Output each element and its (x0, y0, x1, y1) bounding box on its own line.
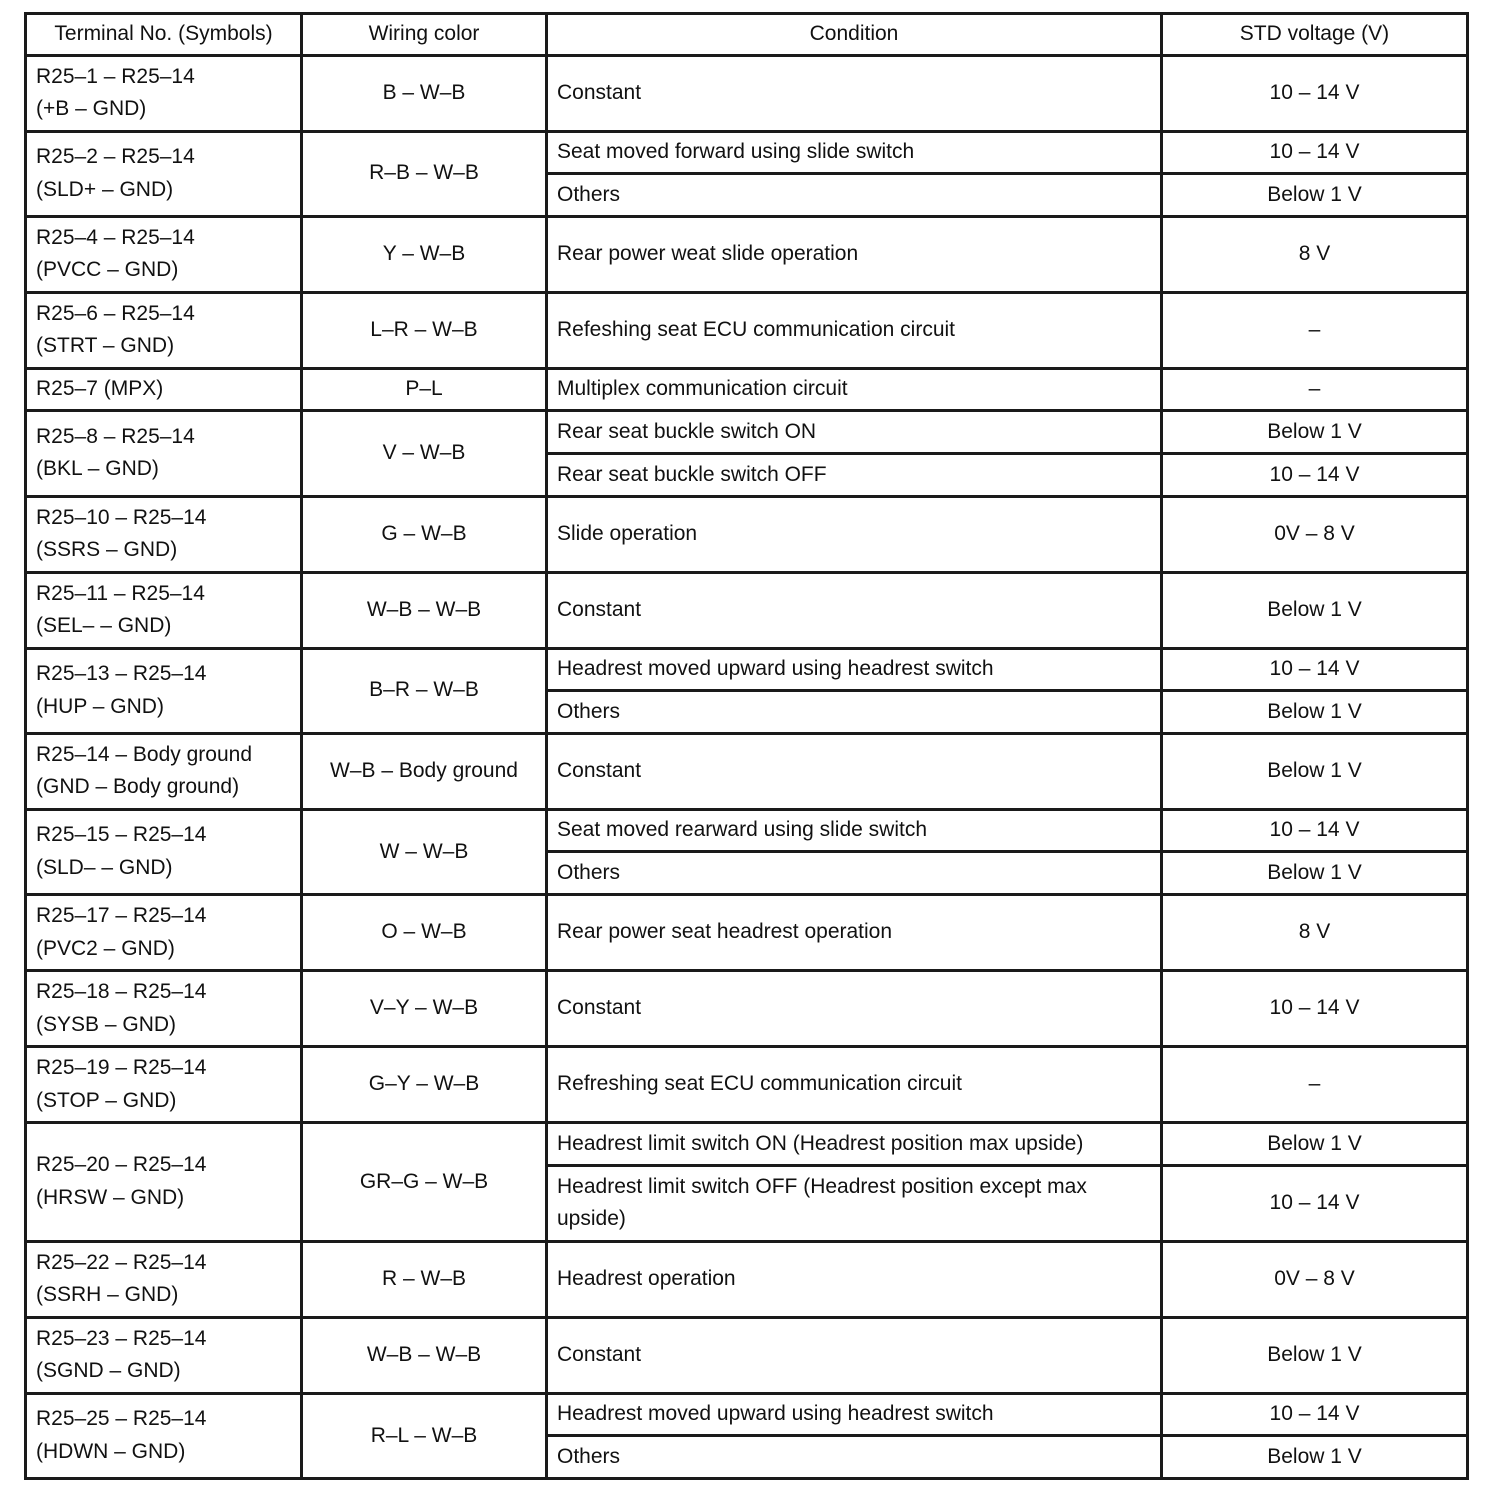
header-condition: Condition (547, 14, 1162, 56)
condition-cell: Constant (547, 572, 1162, 648)
terminal-cell (26, 895, 302, 971)
terminal-symbol: (PVCC – GND) (36, 258, 179, 282)
condition-cell: Constant (547, 971, 1162, 1047)
terminal-number: R25–17 – R25–14 (36, 903, 207, 927)
terminal-symbol: (STOP – GND) (36, 1088, 177, 1112)
header-std-voltage: STD voltage (V) (1162, 14, 1468, 56)
std-voltage-cell: – (1162, 1047, 1468, 1123)
terminal-symbol: (GND – Body ground) (36, 775, 240, 799)
condition-cell: Refreshing seat ECU communication circuit (547, 1047, 1162, 1123)
table-row (26, 648, 1468, 691)
condition-cell: Headrest limit switch ON (Headrest position max upside) (547, 1123, 1162, 1166)
condition-cell: Constant (547, 1317, 1162, 1393)
condition-cell: Rear seat buckle switch ON (547, 411, 1162, 454)
std-voltage-cell: 8 V (1162, 895, 1468, 971)
terminal-number: R25–4 – R25–14 (36, 225, 195, 249)
terminal-symbol: (STRT – GND) (36, 334, 175, 358)
terminal-cell (26, 55, 302, 131)
terminal-cell (26, 1393, 302, 1478)
wiring-color-cell: W–B – W–B (302, 1317, 547, 1393)
terminal-cell (26, 216, 302, 292)
terminal-number: R25–1 – R25–14 (36, 64, 195, 88)
terminal-cell (26, 411, 302, 496)
condition-cell: Refeshing seat ECU communication circuit (547, 292, 1162, 368)
terminal-number: R25–25 – R25–14 (36, 1407, 207, 1431)
table-row (26, 1047, 1468, 1123)
terminal-symbol: (PVC2 – GND) (36, 936, 175, 960)
std-voltage-cell: Below 1 V (1162, 733, 1468, 809)
condition-cell: Slide operation (547, 496, 1162, 572)
wiring-color-cell: GR–G – W–B (302, 1123, 547, 1242)
wiring-color-cell: R–L – W–B (302, 1393, 547, 1478)
std-voltage-cell: – (1162, 292, 1468, 368)
std-voltage-cell: 10 – 14 V (1162, 971, 1468, 1047)
table-row (26, 411, 1468, 454)
terminal-number: R25–7 (MPX) (36, 377, 164, 401)
terminal-number: R25–8 – R25–14 (36, 424, 195, 448)
table-row (26, 216, 1468, 292)
terminal-number: R25–22 – R25–14 (36, 1250, 207, 1274)
table-row (26, 572, 1468, 648)
std-voltage-cell: Below 1 V (1162, 1123, 1468, 1166)
terminal-number: R25–2 – R25–14 (36, 145, 195, 169)
terminal-cell (26, 1317, 302, 1393)
std-voltage-cell: 10 – 14 V (1162, 809, 1468, 852)
table-row (26, 55, 1468, 131)
table-row (26, 496, 1468, 572)
wiring-color-cell: Y – W–B (302, 216, 547, 292)
table-row (26, 1393, 1468, 1436)
terminal-number: R25–18 – R25–14 (36, 979, 207, 1003)
std-voltage-cell: – (1162, 368, 1468, 411)
terminal-voltage-table (24, 12, 1469, 1480)
terminal-cell (26, 292, 302, 368)
table-row (26, 368, 1468, 411)
condition-cell: Multiplex communication circuit (547, 368, 1162, 411)
terminal-symbol: (SSRS – GND) (36, 538, 178, 562)
table-row (26, 971, 1468, 1047)
terminal-cell (26, 809, 302, 894)
wiring-color-cell: O – W–B (302, 895, 547, 971)
terminal-symbol: (HDWN – GND) (36, 1439, 186, 1463)
wiring-color-cell: G–Y – W–B (302, 1047, 547, 1123)
condition-cell: Headrest operation (547, 1241, 1162, 1317)
terminal-cell (26, 733, 302, 809)
std-voltage-cell: Below 1 V (1162, 572, 1468, 648)
wiring-color-cell: W – W–B (302, 809, 547, 894)
condition-cell: Constant (547, 733, 1162, 809)
terminal-cell (26, 368, 302, 411)
terminal-cell (26, 1241, 302, 1317)
wiring-color-cell: V – W–B (302, 411, 547, 496)
table-row (26, 895, 1468, 971)
std-voltage-cell: 10 – 14 V (1162, 1393, 1468, 1436)
condition-cell: Others (547, 852, 1162, 895)
terminal-number: R25–6 – R25–14 (36, 301, 195, 325)
terminal-number: R25–10 – R25–14 (36, 505, 207, 529)
header-wiring-color: Wiring color (302, 14, 547, 56)
std-voltage-cell: 0V – 8 V (1162, 1241, 1468, 1317)
header-row (26, 14, 1468, 56)
wiring-color-cell: B–R – W–B (302, 648, 547, 733)
wiring-color-cell: V–Y – W–B (302, 971, 547, 1047)
terminal-symbol: (SYSB – GND) (36, 1012, 177, 1036)
std-voltage-cell: Below 1 V (1162, 411, 1468, 454)
terminal-symbol: (BKL – GND) (36, 457, 159, 481)
wiring-color-cell: R – W–B (302, 1241, 547, 1317)
condition-cell: Headrest limit switch OFF (Headrest position except max upside) (547, 1165, 1162, 1241)
std-voltage-cell: 10 – 14 V (1162, 453, 1468, 496)
wiring-color-cell: G – W–B (302, 496, 547, 572)
condition-cell: Rear power weat slide operation (547, 216, 1162, 292)
table-row (26, 733, 1468, 809)
table-body (26, 55, 1468, 1478)
table-row (26, 1241, 1468, 1317)
terminal-number: R25–20 – R25–14 (36, 1153, 207, 1177)
terminal-cell (26, 971, 302, 1047)
terminal-cell (26, 131, 302, 216)
wiring-color-cell: R–B – W–B (302, 131, 547, 216)
condition-cell: Rear power seat headrest operation (547, 895, 1162, 971)
terminal-cell (26, 496, 302, 572)
condition-cell: Seat moved rearward using slide switch (547, 809, 1162, 852)
condition-cell: Constant (547, 55, 1162, 131)
terminal-number: R25–23 – R25–14 (36, 1326, 207, 1350)
terminal-cell (26, 572, 302, 648)
condition-cell: Others (547, 691, 1162, 734)
table-row (26, 809, 1468, 852)
std-voltage-cell: Below 1 V (1162, 691, 1468, 734)
table-row (26, 292, 1468, 368)
table-row (26, 131, 1468, 174)
terminal-cell (26, 1047, 302, 1123)
condition-cell: Seat moved forward using slide switch (547, 131, 1162, 174)
std-voltage-cell: 0V – 8 V (1162, 496, 1468, 572)
std-voltage-cell: 10 – 14 V (1162, 131, 1468, 174)
terminal-cell (26, 648, 302, 733)
wiring-color-cell: L–R – W–B (302, 292, 547, 368)
std-voltage-cell: Below 1 V (1162, 1436, 1468, 1479)
wiring-color-cell: P–L (302, 368, 547, 411)
wiring-color-cell: W–B – Body ground (302, 733, 547, 809)
table-row (26, 1317, 1468, 1393)
terminal-symbol: (SGND – GND) (36, 1359, 181, 1383)
std-voltage-cell: 10 – 14 V (1162, 648, 1468, 691)
terminal-symbol: (SSRH – GND) (36, 1283, 179, 1307)
terminal-symbol: (+B – GND) (36, 97, 147, 121)
std-voltage-cell: Below 1 V (1162, 1317, 1468, 1393)
terminal-symbol: (SLD+ – GND) (36, 177, 174, 201)
condition-cell: Headrest moved upward using headrest switch (547, 1393, 1162, 1436)
terminal-number: R25–13 – R25–14 (36, 662, 207, 686)
terminal-symbol: (SEL– – GND) (36, 614, 172, 638)
condition-cell: Others (547, 174, 1162, 217)
terminal-number: R25–15 – R25–14 (36, 823, 207, 847)
std-voltage-cell: 10 – 14 V (1162, 55, 1468, 131)
terminal-cell (26, 1123, 302, 1242)
wiring-color-cell: B – W–B (302, 55, 547, 131)
condition-cell: Rear seat buckle switch OFF (547, 453, 1162, 496)
condition-cell: Headrest moved upward using headrest switch (547, 648, 1162, 691)
terminal-symbol: (HUP – GND) (36, 694, 164, 718)
header-terminal: Terminal No. (Symbols) (26, 14, 302, 56)
terminal-number: R25–11 – R25–14 (36, 581, 205, 605)
wiring-color-cell: W–B – W–B (302, 572, 547, 648)
terminal-number: R25–19 – R25–14 (36, 1055, 207, 1079)
std-voltage-cell: Below 1 V (1162, 174, 1468, 217)
terminal-symbol: (HRSW – GND) (36, 1185, 185, 1209)
terminal-symbol: (SLD– – GND) (36, 855, 173, 879)
std-voltage-cell: 8 V (1162, 216, 1468, 292)
std-voltage-cell: 10 – 14 V (1162, 1165, 1468, 1241)
terminal-number: R25–14 – Body ground (36, 742, 252, 766)
std-voltage-cell: Below 1 V (1162, 852, 1468, 895)
table-row (26, 1123, 1468, 1166)
condition-cell: Others (547, 1436, 1162, 1479)
